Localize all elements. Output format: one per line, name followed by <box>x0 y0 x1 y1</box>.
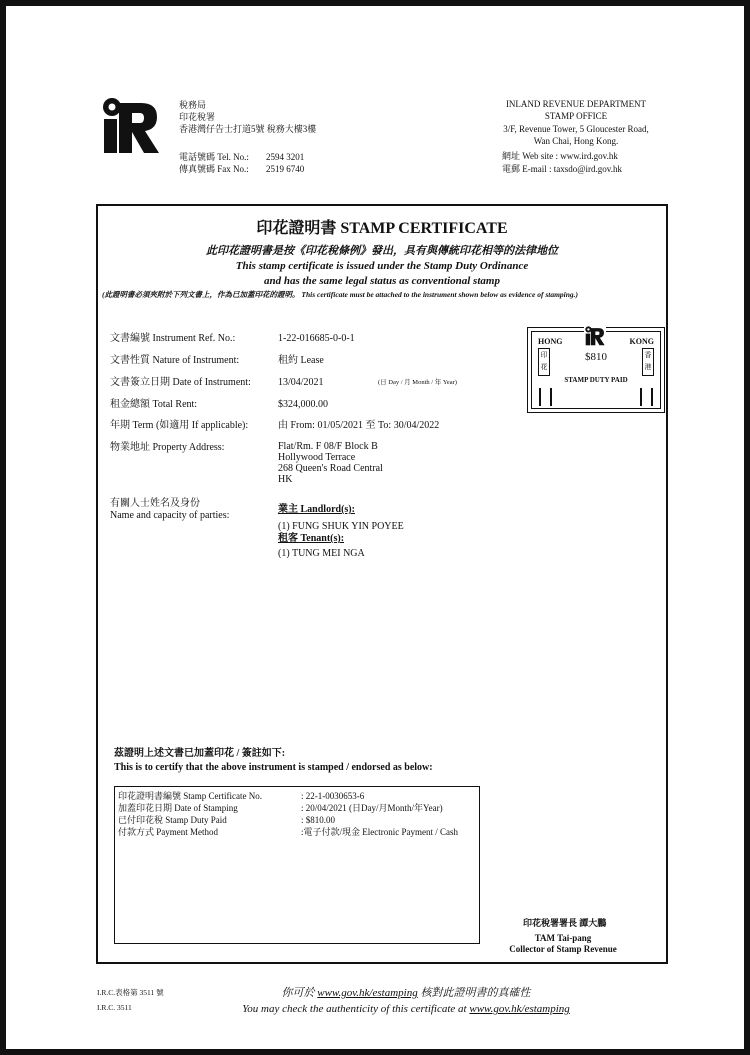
certify-zh: 茲證明上述文書已加蓋印花 / 簽註如下: <box>114 748 286 759</box>
email: 電郵 E-mail : taxsdo@ird.gov.hk <box>502 164 622 174</box>
seal-kong: KONG <box>629 337 654 346</box>
ref-label: 文書編號 Instrument Ref. No.: <box>110 333 236 344</box>
address-line: Flat/Rm. F 08/F Block B <box>278 441 378 452</box>
property-address <box>278 441 383 485</box>
address-line: HK <box>278 474 293 485</box>
rent-value: $324,000.00 <box>278 399 328 410</box>
fax-value: 2519 6740 <box>266 164 305 174</box>
ird-seal-logo-icon <box>584 326 606 346</box>
certify-en: This is to certify that the above instrument is stamped / endorsed as below: <box>114 762 433 773</box>
date-hint: (日 Day / 月 Month / 年 Year) <box>378 379 457 386</box>
certificate-title: 印花證明書 STAMP CERTIFICATE <box>256 220 508 237</box>
detail-label: 加蓋印花日期 Date of Stamping <box>118 803 238 813</box>
tel-label: 電話號碼 Tel. No.: <box>179 152 249 162</box>
rent-label: 租金總額 Total Rent: <box>110 399 198 410</box>
fax-label: 傳真號碼 Fax No.: <box>179 164 249 174</box>
tenant-name: (1) TUNG MEI NGA <box>278 548 365 559</box>
verify-link-en[interactable]: www.gov.hk/estamping <box>469 1003 570 1015</box>
subtitle-zh: 此印花證明書是按《印花稅條例》發出，具有與傳統印花相等的法律地位 <box>206 245 558 257</box>
dept-zh-2: 印花稅署 <box>179 112 216 122</box>
notice-en: This certificate must be attached to the instrument shown below as evidence of stamping.) <box>301 290 579 299</box>
seal-left-zh: 印花 <box>538 348 550 376</box>
nature-label: 文書性質 Nature of Instrument: <box>110 355 240 366</box>
certificate-frame <box>96 204 668 964</box>
form-number-zh: I.R.C.表格第 3511 號 <box>97 988 164 997</box>
certificate-page <box>6 6 744 1049</box>
nature-value: 租約 Lease <box>278 355 324 366</box>
address-en-2: Wan Chai, Hong Kong. <box>533 136 619 146</box>
term-label: 年期 Term (如適用 If applicable): <box>110 420 249 431</box>
tenant-heading: 租客 Tenant(s): <box>278 533 345 544</box>
term-value: 由 From: 01/05/2021 至 To: 30/04/2022 <box>278 420 440 431</box>
address-line: Hollywood Terrace <box>278 452 356 463</box>
parties-label-zh: 有關人士姓名及身份 <box>110 498 200 509</box>
detail-value: : 22-1-0030653-6 <box>301 791 365 801</box>
verify-zh <box>156 986 656 1000</box>
address-en-1: 3/F, Revenue Tower, 5 Gloucester Road, <box>503 124 649 134</box>
detail-value: :電子付款/現金 Electronic Payment / Cash <box>301 827 458 837</box>
notice-line <box>102 289 664 300</box>
seal-paid-text: STAMP DUTY PAID <box>564 376 628 384</box>
dept-en-1: INLAND REVENUE DEPARTMENT <box>505 99 647 109</box>
seal-amount: $810 <box>585 351 607 363</box>
tel-value: 2594 3201 <box>266 152 305 162</box>
stamp-duty-paid-seal <box>527 327 665 413</box>
collector-name: TAM Tai-pang <box>534 933 592 943</box>
subtitle-en-1: This stamp certificate is issued under the Stamp Duty Ordinance <box>235 260 529 272</box>
dept-en-2: STAMP OFFICE <box>544 111 608 121</box>
notice-zh: (此證明書必須夾附於下列文書上，作為已加蓋印花的證明。 <box>102 290 300 299</box>
landlord-heading: 業主 Landlord(s): <box>278 504 355 515</box>
stamping-details-box <box>114 786 480 944</box>
seal-ornament-icon <box>539 388 552 406</box>
detail-value: : $810.00 <box>301 815 336 825</box>
collector-zh: 印花稅署署長 譚大鵬 <box>523 918 607 928</box>
seal-ornament-icon <box>640 388 653 406</box>
date-value: 13/04/2021 <box>278 377 324 388</box>
verify-link-zh[interactable]: www.gov.hk/estamping <box>317 987 418 999</box>
ird-logo-icon <box>101 97 161 155</box>
address-label: 物業地址 Property Address: <box>110 442 225 453</box>
seal-hong: HONG <box>538 337 563 346</box>
detail-label: 已付印花稅 Stamp Duty Paid <box>118 815 227 825</box>
ref-value: 1-22-016685-0-0-1 <box>278 333 355 344</box>
dept-zh-1: 稅務局 <box>179 100 207 110</box>
landlord-name: (1) FUNG SHUK YIN POYEE <box>278 521 404 532</box>
form-number-en: I.R.C. 3511 <box>97 1003 132 1012</box>
verify-zh-post: 核對此證明書的真確性 <box>420 987 531 999</box>
parties-label-en: Name and capacity of parties: <box>110 510 230 521</box>
date-label: 文書簽立日期 Date of Instrument: <box>110 377 251 388</box>
detail-label: 付款方式 Payment Method <box>118 827 218 837</box>
detail-value: : 20/04/2021 (日Day/月Month/年Year) <box>301 803 443 813</box>
collector-title: Collector of Stamp Revenue <box>509 944 617 954</box>
verify-en-pre: You may check the authenticity of this certificate at <box>242 1003 467 1015</box>
seal-inner-border <box>531 331 661 409</box>
website: 網址 Web site : www.ird.gov.hk <box>502 151 618 161</box>
seal-right-zh: 香港 <box>642 348 654 376</box>
address-zh: 香港灣仔告士打道5號 稅務大樓3樓 <box>179 124 317 134</box>
verify-en <box>156 1002 656 1016</box>
verify-zh-pre: 你可於 <box>281 987 315 999</box>
address-line: 268 Queen's Road Central <box>278 463 383 474</box>
detail-label: 印花證明書編號 Stamp Certificate No. <box>118 791 262 801</box>
subtitle-en-2: and has the same legal status as conventional stamp <box>264 275 500 287</box>
